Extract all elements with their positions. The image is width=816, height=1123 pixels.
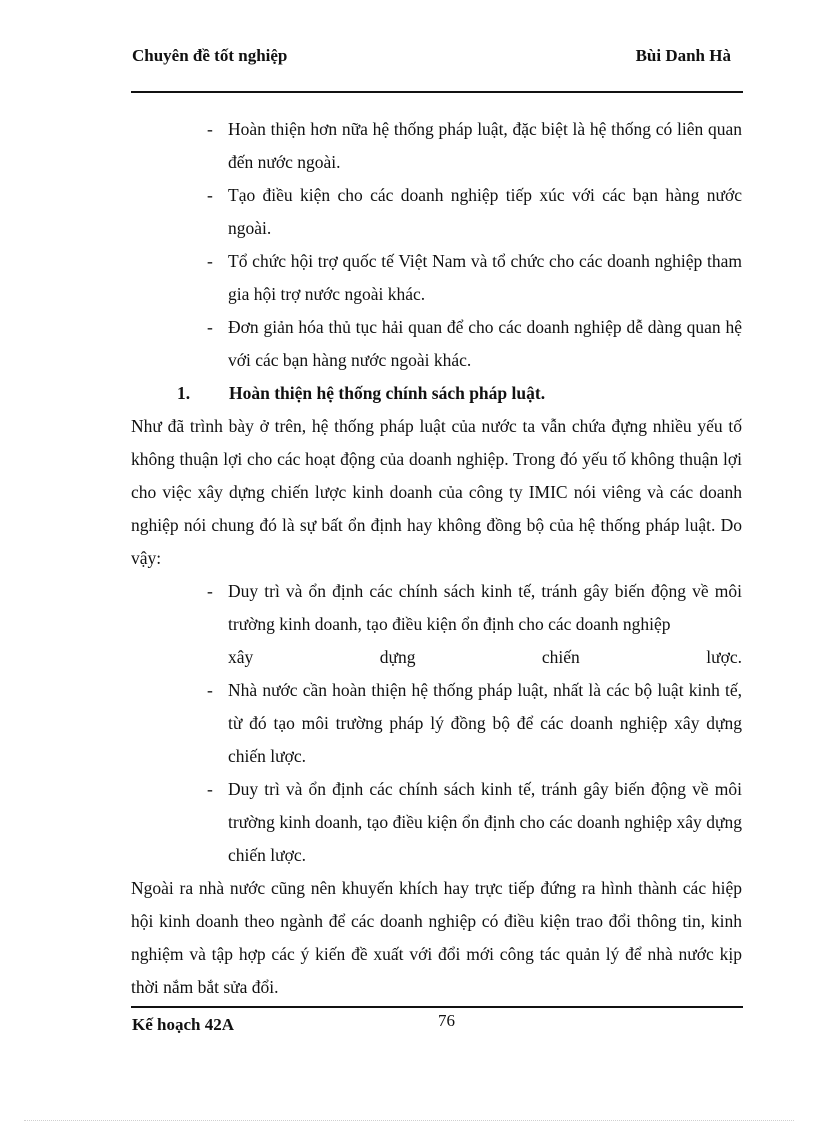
footer-rule	[131, 1006, 743, 1008]
page-number: 76	[438, 1011, 455, 1030]
header-author: Bùi Danh Hà	[635, 46, 731, 65]
page-body	[131, 113, 742, 1004]
list-item	[131, 245, 742, 311]
section-number: 1.	[177, 383, 191, 403]
list-item	[131, 674, 742, 773]
list-item-text: Tạo điều kiện cho các doanh nghiệp tiếp xúc với các bạn hàng nước ngoài.	[228, 185, 742, 238]
list-item	[131, 773, 742, 872]
bullet-dash: -	[207, 251, 213, 271]
page-edge-divider	[24, 1120, 794, 1121]
body-paragraph: Như đã trình bày ở trên, hệ thống pháp luật của nước ta vẫn chứa đựng nhiều yếu tố không thuận lợi cho các hoạt động của doanh nghiệp. Trong đó yếu tố không thuận lợi cho việc xây dựng chiến lược kinh doanh của công ty IMIC nói viêng và các doanh nghiệp nói chung đó là sự bất ổn định hay không đồng bộ của hệ thống pháp luật. Do vậy:	[131, 416, 742, 568]
list-item	[131, 179, 742, 245]
header-title: Chuyên đề tốt nghiệp	[132, 46, 288, 65]
bullet-dash: -	[207, 680, 213, 700]
page-header	[132, 46, 743, 68]
list-item-text: Nhà nước cần hoàn thiện hệ thống pháp luật, nhất là các bộ luật kinh tế, từ đó tạo môi trường pháp lý đồng bộ để các doanh nghiệp xây dựng chiến lược.	[228, 680, 742, 766]
list-item-text: Đơn giản hóa thủ tục hải quan để cho các doanh nghiệp dễ dàng quan hệ với các bạn hàng nước ngoài khác.	[228, 317, 742, 370]
bullet-dash: -	[207, 581, 213, 601]
list-item-text: Tổ chức hội trợ quốc tế Việt Nam và tổ chức cho các doanh nghiệp tham gia hội trợ nước ngoài khác.	[228, 251, 742, 304]
list-item-text: Duy trì và ổn định các chính sách kinh tế, tránh gây biến động về môi trường kinh doanh, tạo điều kiện ổn định cho các doanh nghiệp	[228, 581, 742, 634]
page-footer	[132, 1011, 743, 1035]
header-rule	[131, 91, 743, 93]
footer-label: Kế hoạch 42A	[132, 1015, 234, 1034]
list-item	[131, 311, 742, 377]
list-item-last-line: xây dựng chiến lược.	[228, 647, 742, 667]
body-paragraph: Ngoài ra nhà nước cũng nên khuyến khích hay trực tiếp đứng ra hình thành các hiệp hội kinh doanh theo ngành để các doanh nghiệp có điều kiện trao đổi thông tin, kinh nghiệm và tập hợp các ý kiến đề xuất với đổi mới công tác quản lý để nhà nước kịp thời nắm bắt sửa đổi.	[131, 878, 742, 997]
bullet-dash: -	[207, 185, 213, 205]
bullet-dash: -	[207, 317, 213, 337]
bullet-dash: -	[207, 119, 213, 139]
list-item	[131, 575, 742, 674]
list-item-text: Duy trì và ổn định các chính sách kinh tế, tránh gây biến động về môi trường kinh doanh, tạo điều kiện ổn định cho các doanh nghiệp xây dựng chiến lược.	[228, 779, 742, 865]
section-heading	[131, 377, 742, 410]
section-title: Hoàn thiện hệ thống chính sách pháp luật.	[229, 383, 546, 403]
bullet-dash: -	[207, 779, 213, 799]
list-item-text: Hoàn thiện hơn nữa hệ thống pháp luật, đặc biệt là hệ thống có liên quan đến nước ngoài.	[228, 119, 742, 172]
list-item	[131, 113, 742, 179]
